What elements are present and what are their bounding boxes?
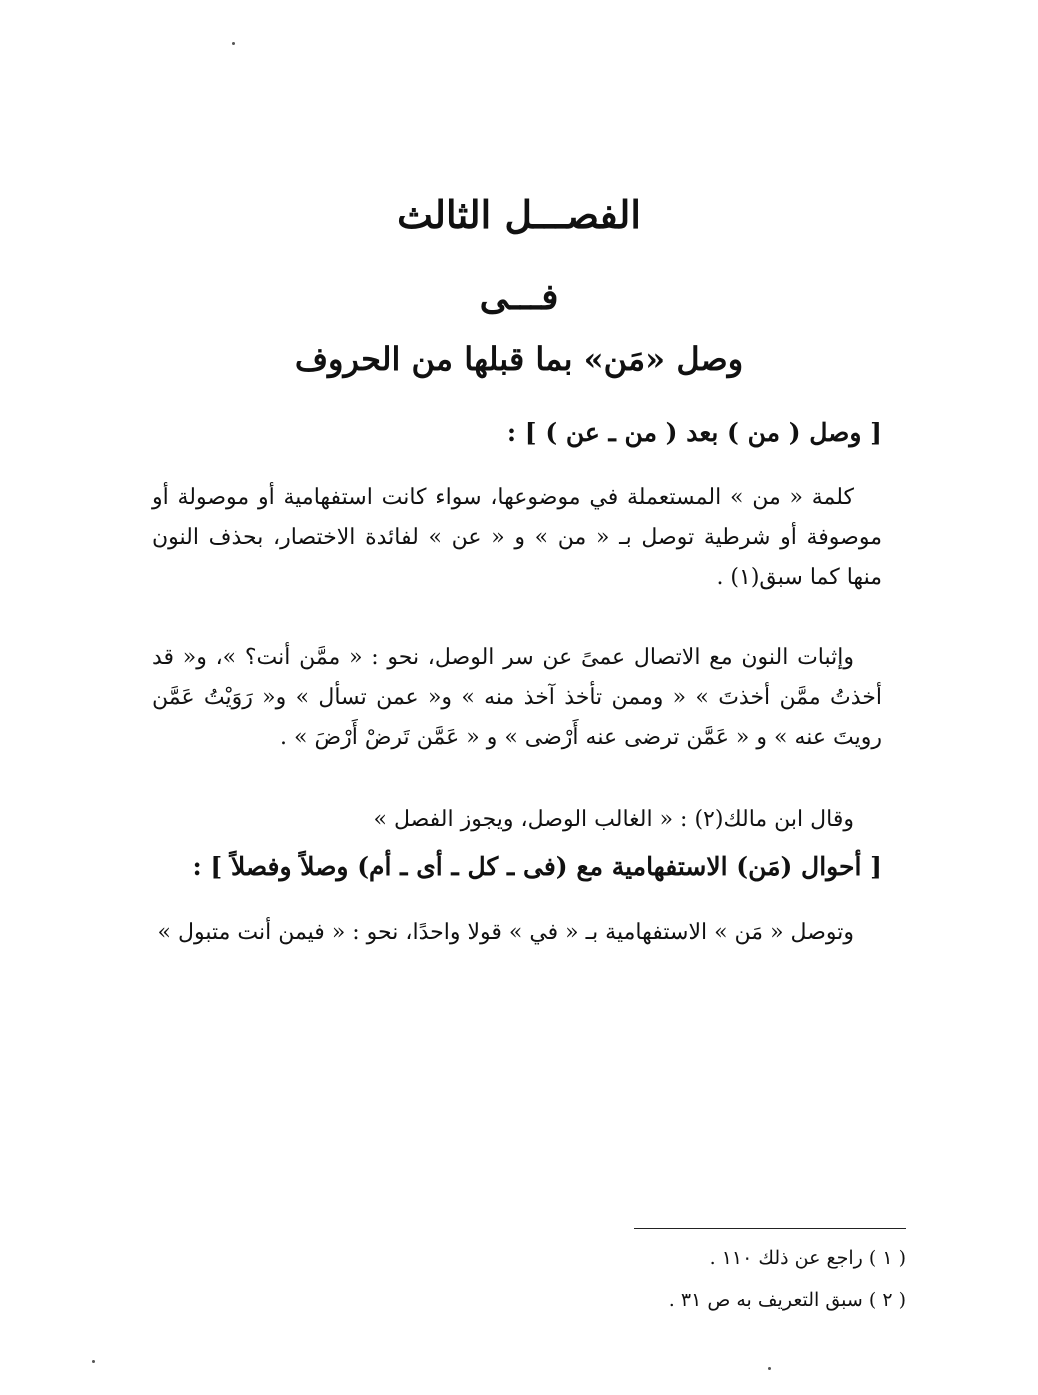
- chapter-subtitle: وصل «مَن» بما قبلها من الحروف: [294, 340, 744, 378]
- footnote-divider: [634, 1228, 906, 1229]
- paragraph: وإثبات النون مع الاتصال عمىً عن سر الوصل، نحو : « ممَّن أنت؟ »، و« قد أخذتُ ممَّن أخذتَ » « وممن تأخذ آخذ منه » و« عمن تسأل » و« رَوَيْتُ عَمَّن رويتَ عنه » و « عَمَّن ترضى عنه أَرْضى » و « عَمَّن تَرضْ أَرْضَ » .: [152, 645, 882, 750]
- chapter-connector: فـــى: [479, 276, 559, 318]
- footnote: ( ١ ) راجع عن ذلك ١١٠ .: [709, 1247, 906, 1269]
- section-heading: [ وصل ( من ) بعد ( من ـ عن ) ] :: [506, 418, 882, 447]
- paragraph: وتوصل « مَن » الاستفهامية بـ « في » قولا واحدًا، نحو : « فيمن أنت متبول »: [157, 920, 854, 945]
- section-heading: [ أحوال (مَن) الاستفهامية مع (فى ـ كل ـ أى ـ أم) وصلاً وفصلاً ] :: [192, 852, 882, 881]
- footnote: ( ٢ ) سبق التعريف به ص ٣١ .: [668, 1289, 906, 1311]
- scan-speck: [232, 42, 235, 45]
- paragraph: وقال ابن مالك(٢) : « الغالب الوصل، ويجوز الفصل »: [373, 807, 854, 832]
- scan-speck: [92, 1360, 95, 1363]
- paragraph: كلمة « من » المستعملة في موضوعها، سواء كانت استفهامية أو موصولة أو موصوفة أو شرطية توصل بـ « من » و « عن » لفائدة الاختصار، بحذف النون منها كما سبق(١) .: [152, 485, 882, 590]
- chapter-title: الفصـــل الثالث: [397, 192, 641, 237]
- scan-speck: [768, 1367, 771, 1370]
